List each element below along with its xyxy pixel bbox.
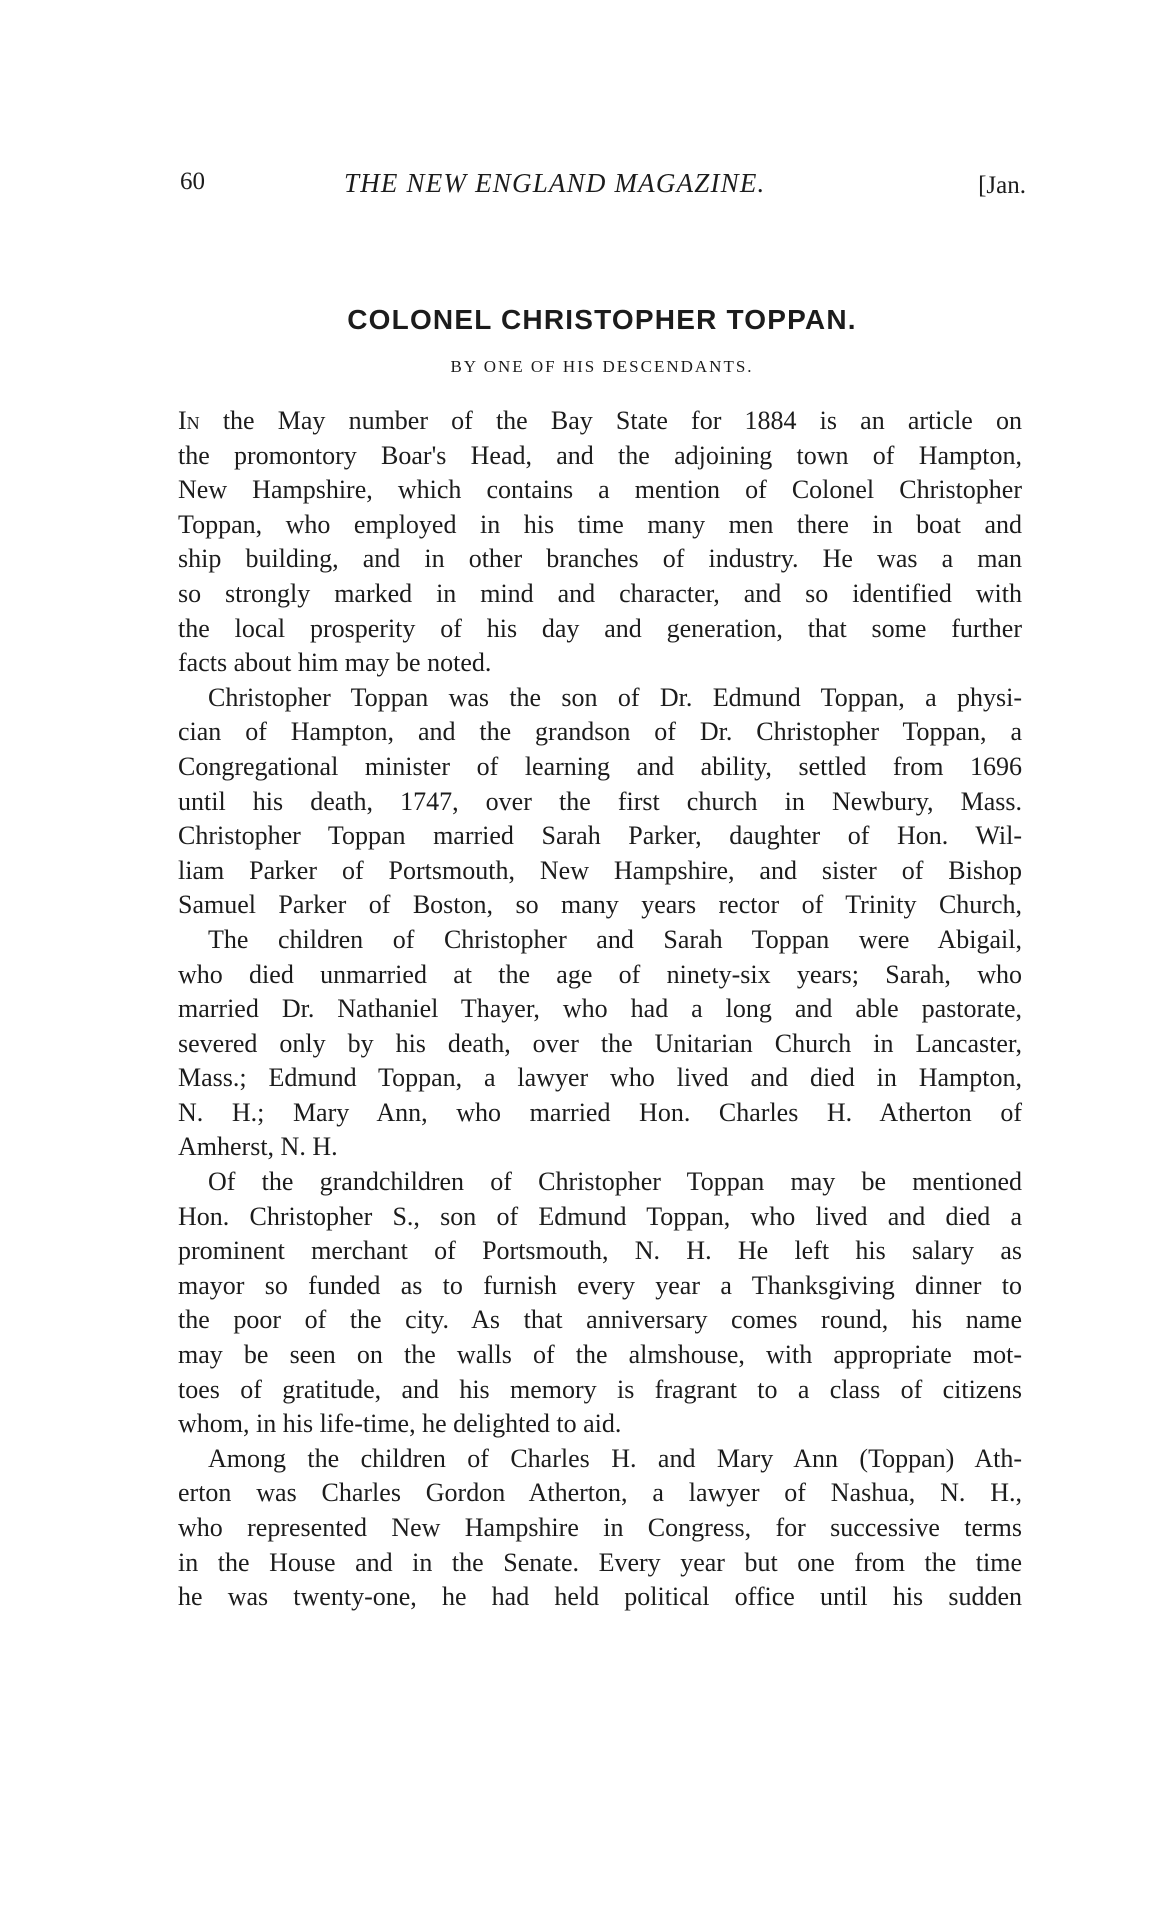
text-line: the promontory Boar's Head, and the adjoining town of Hampton,: [178, 440, 1022, 470]
text-line: Christopher Toppan married Sarah Parker, daughter of Hon. Wil-: [178, 821, 1022, 851]
text-line: Samuel Parker of Boston, so many years rector of Trinity Church,: [178, 890, 1022, 920]
text-line: Among the children of Charles H. and Mary Ann (Toppan) Ath-: [208, 1443, 1022, 1473]
text-line: the poor of the city. As that anniversary comes round, his name: [178, 1305, 1022, 1335]
text-line: who represented New Hampshire in Congress, for successive terms: [178, 1513, 1022, 1542]
text-line: in the House and in the Senate. Every year but one from the time: [178, 1547, 1022, 1577]
text-line: mayor so funded as to furnish every year a Thanksgiving dinner to: [178, 1270, 1022, 1300]
byline: BY ONE OF HIS DESCENDANTS.: [450, 357, 754, 376]
text-line: so strongly marked in mind and character, and so identified with: [178, 578, 1022, 608]
text-line: whom, in his life-time, he delighted to aid.: [178, 1409, 622, 1439]
text-line: severed only by his death, over the Unitarian Church in Lancaster,: [178, 1028, 1022, 1058]
text-line: prominent merchant of Portsmouth, N. H. He left his salary as: [178, 1236, 1022, 1266]
issue-month: [Jan.: [978, 172, 1026, 199]
text-line: he was twenty-one, he had held political office until his sudden: [178, 1582, 1022, 1612]
text-line: N. H.; Mary Ann, who married Hon. Charles H. Atherton of: [178, 1097, 1022, 1127]
text-line: Congregational minister of learning and ability, settled from 1696: [178, 751, 1022, 781]
text-line: Of the grandchildren of Christopher Toppan may be mentioned: [208, 1167, 1022, 1197]
running-head: [176, 168, 1028, 208]
text-line: Amherst, N. H.: [178, 1132, 338, 1162]
text-line: New Hampshire, which contains a mention of Colonel Christopher: [178, 475, 1022, 505]
opening-word: In: [178, 406, 200, 435]
text-line: Toppan, who employed in his time many men there in boat and: [178, 509, 1022, 539]
article-title: COLONEL CHRISTOPHER TOPPAN.: [347, 304, 857, 335]
text-line: may be seen on the walls of the almshouse, with appropriate mot-: [178, 1340, 1022, 1370]
text-line: facts about him may be noted.: [178, 648, 492, 678]
text-line: until his death, 1747, over the first church in Newbury, Mass.: [178, 786, 1022, 816]
text-line: liam Parker of Portsmouth, New Hampshire, and sister of Bishop: [178, 855, 1022, 885]
text-line: Mass.; Edmund Toppan, a lawyer who lived and died in Hampton,: [178, 1063, 1022, 1093]
text-line: who died unmarried at the age of ninety-six years; Sarah, who: [178, 959, 1022, 989]
text-line: The children of Christopher and Sarah Toppan were Abigail,: [208, 924, 1022, 954]
text-line: cian of Hampton, and the grandson of Dr. Christopher Toppan, a: [178, 717, 1022, 747]
text-line: married Dr. Nathaniel Thayer, who had a long and able pastorate,: [178, 994, 1022, 1024]
page-number: 60: [180, 168, 205, 195]
journal-title: THE NEW ENGLAND MAGAZINE.: [344, 168, 766, 198]
text-line: erton was Charles Gordon Atherton, a lawyer of Nashua, N. H.,: [178, 1478, 1022, 1508]
text-line: ship building, and in other branches of industry. He was a man: [178, 544, 1022, 574]
text-line: Hon. Christopher S., son of Edmund Toppan, who lived and died a: [178, 1201, 1022, 1231]
text-line-content: the May number of the Bay State for 1884 is an article on: [199, 406, 1022, 435]
text-line: the local prosperity of his day and generation, that some further: [178, 613, 1022, 643]
article-body: [178, 404, 1022, 1615]
text-line: toes of gratitude, and his memory is fragrant to a class of citizens: [178, 1374, 1022, 1404]
text-line: [178, 404, 1022, 439]
text-line: Christopher Toppan was the son of Dr. Edmund Toppan, a physi-: [208, 682, 1022, 712]
